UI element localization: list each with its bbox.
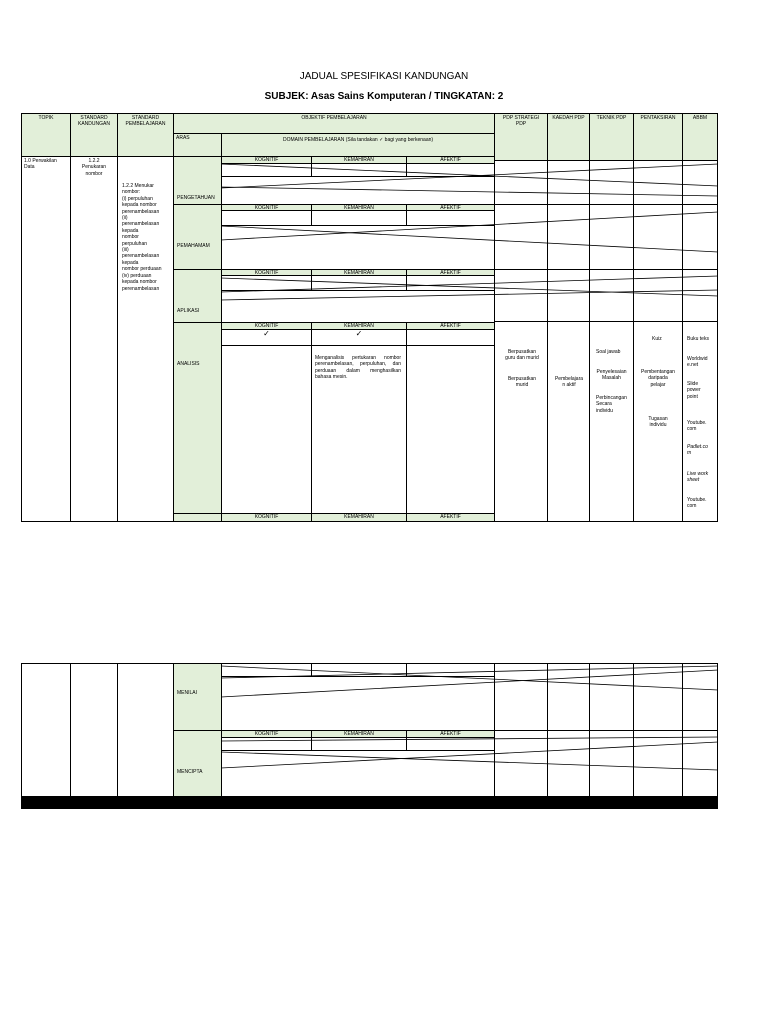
kognitif-label: KOGNITIF [221,513,312,522]
teknik-item: Penyelesaian Masalah [596,369,627,382]
abbm-item: Worldwid e.net [687,356,708,369]
afektif-label: AFEKTIF [406,156,495,164]
teknik-item: Perbincangan Secara individu [596,395,627,414]
teknik-item: Soal jawab [596,349,621,355]
header-abbm: ABBM [682,113,718,161]
strategi-item: Berpusatkan murid [507,376,537,389]
level-menilai: MENILAI [173,663,222,731]
kemahiran-label: KEMAHIRAN [311,156,407,164]
afektif-label: AFEKTIF [406,269,495,276]
header-objektif: OBJEKTIF PEMBELAJARAN [173,113,495,134]
abbm-item: Padlet.co m [687,444,708,457]
strategi-item: Berpusatkan guru dan murid [505,349,539,362]
level-mencipta: MENCIPTA [173,730,222,797]
abbm-item: Youtube. com [687,497,707,510]
level-aplikasi: APLIKASI [173,269,222,323]
abbm-item: Youtube. com [687,420,707,433]
header-kaedah: KAEDAH PDP [547,113,590,161]
kognitif-label: KOGNITIF [221,322,312,330]
afektif-label: AFEKTIF [406,204,495,211]
afektif-label: AFEKTIF [406,322,495,330]
analisis-objective: Menganalisis pertukaran nombor perenambelasan, perpuluhan, dan perduaan dalam menghasilkan bahasa mesin. [315,355,401,381]
afektif-label: AFEKTIF [406,513,495,522]
level-pemahaman: PEMAHAMAM [173,204,222,270]
subject-line: SUBJEK: Asas Sains Komputeran / TINGKATAN: 2 [264,91,504,102]
header-pentaksiran: PENTAKSIRAN [633,113,683,161]
header-aras: ARAS [173,133,222,157]
standard-pembelajaran-text: 1.2.2 Menukar nombor: (i) perpuluhan kepada nombor perenambelasan (ii) perenambelasan kepada nombor perpuluhan (iii) perenambelasan kepada nombor perduaan (iv) perduaan kepada nombor perenambelasan [122,183,162,292]
check-kognitif: ✓ [221,329,312,346]
kemahiran-label: KEMAHIRAN [311,204,407,211]
kognitif-label: KOGNITIF [221,730,312,738]
check-kemahiran: ✓ [311,329,407,346]
kemahiran-label: KEMAHIRAN [311,730,407,738]
kemahiran-label: KEMAHIRAN [311,322,407,330]
abbm-item: Slide power point [687,381,701,400]
pentaksiran-item: Kuiz [652,336,662,342]
document-title: JADUAL SPESIFIKASI KANDUNGAN [299,71,469,82]
level-analisis: ANALISIS [173,322,222,522]
kemahiran-label: KEMAHIRAN [311,513,407,522]
header-teknik: TEKNIK PDP [589,113,634,161]
kognitif-label: KOGNITIF [221,156,312,164]
level-pengetahuan: PENGETAHUAN [173,156,222,205]
header-pdp-strategi: PDP STRATEGI PDP [494,113,548,161]
abbm-item: Buku teks [687,336,709,342]
kognitif-label: KOGNITIF [221,269,312,276]
kognitif-label: KOGNITIF [221,204,312,211]
kemahiran-label: KEMAHIRAN [311,269,407,276]
header-domain: DOMAIN PEMBELAJARAN (Sila tandakan ✓ bagi yang berkenaan) [221,133,495,157]
standard-kandungan-text: 1.2.2 Penukaran nombor [81,158,107,177]
abbm-item: Live work sheet [687,471,709,484]
header-standard-kandungan: STANDARD KANDUNGAN [70,113,118,521]
topic-text: 1.0 Perwakilan Data [24,158,57,171]
header-topik: TOPIK [21,113,71,521]
kaedah-item: Pembelajara n aktif [554,376,584,389]
pentaksiran-item: Tugasan individu [648,416,668,429]
pentaksiran-item: Pembentangan daripada pelajar [641,369,675,388]
afektif-label: AFEKTIF [406,730,495,738]
header-standard-pembelajaran: STANDARD PEMBELAJARAN [117,113,174,521]
